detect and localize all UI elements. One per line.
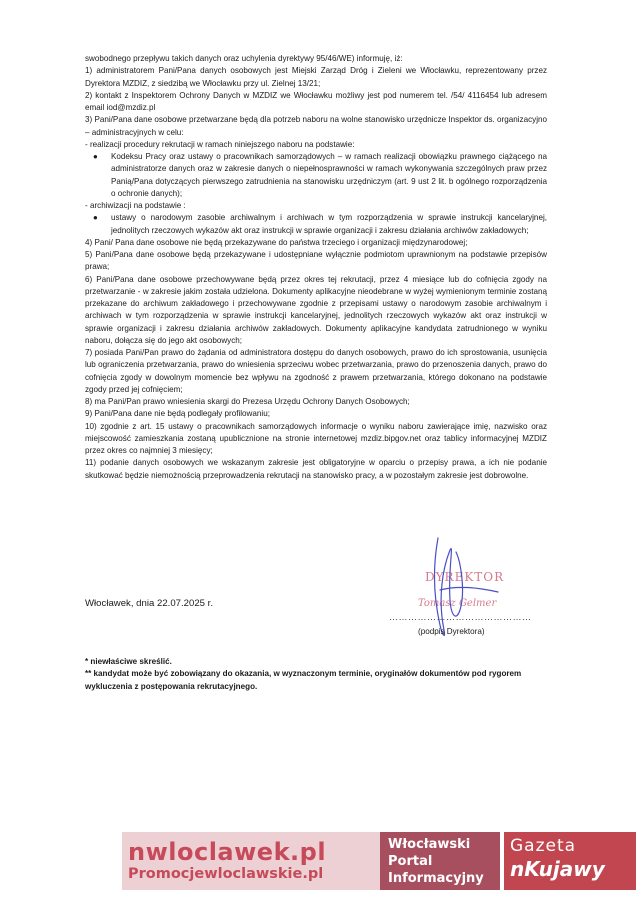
signature-label: (podpis Dyrektora) bbox=[418, 627, 485, 636]
paragraph-3: 3) Pani/Pana dane osobowe przetwarzane będą dla potrzeb naboru na wolne stanowisko urzędnicze Inspektor ds. organizacyjno – administracyjnych w celu: bbox=[85, 115, 547, 137]
signature-line: ……………………………………… bbox=[389, 612, 532, 622]
paragraph-recruitment: - realizacji procedury rekrutacji w ramach niniejszego naboru na podstawie: bbox=[85, 139, 355, 149]
paragraph-10: 10) zgodnie z art. 15 ustawy o pracownikach samorządowych informacje o wyniku naboru zawierające imię, nazwisko oraz miejscowość zamieszkania zostaną upublicznione na stronie internetowej mzdiz.bipgov.net oraz tablicy informacyjnej MZDIZ przez okres co najmniej 3 miesięcy; bbox=[85, 421, 547, 455]
paragraph-4: 4) Pani/ Pana dane osobowe nie będą przekazywane do państwa trzeciego i organizacji międzynarodowej; bbox=[85, 237, 468, 247]
bullet-icon: ● bbox=[93, 152, 98, 161]
document-body bbox=[85, 53, 547, 482]
paragraph-6: 6) Pani/Pana dane osobowe przechowywane będą przez okres tej rekrutacji, przez 4 miesiące lub do cofnięcia zgody na przetwarzanie - w zakresie jakim została udzielona. Dokumenty aplikacyjne nieodebrane w wyżej wymienionym terminie zostaną przekazane do archiwum zakładowego i przechowywane zgodnie z przepisami ustawy o narodowym zasobie archiwalnym i archiwach w tym rozporządzenia w sprawie instrukcji kancelaryjnej, jednolitych rzeczowych wykazów akt oraz instrukcji w sprawie organizacji i zakresu działania archiwów zakładowych. Dokumenty aplikacyjne kandydata zatrudnionego w wyniku naboru, dołącza się do jego akt osobowych; bbox=[85, 274, 547, 345]
paragraph-intro: swobodnego przepływu takich danych oraz uchylenia dyrektywy 95/46/WE) informuję, iż: bbox=[85, 54, 403, 63]
site-name-promocje[interactable]: Promocjewloclawskie.pl bbox=[128, 866, 324, 882]
footnote-2: ** kandydat może być zobowiązany do okazania, w wyznaczonym terminie, oryginałów dokumentów pod rygorem wykluczenia z postępowania rekrutacyjnego. bbox=[85, 669, 522, 691]
portal-line-2: Portal bbox=[388, 854, 433, 869]
portal-line-1: Włocławski bbox=[388, 837, 471, 852]
portal-line-3: Informacyjny bbox=[388, 871, 484, 886]
gazeta-line-2: nKujawy bbox=[510, 857, 605, 881]
bullet-text: Kodeksu Pracy oraz ustawy o pracownikach samorządowych – w ramach realizacji obowiązku prawnego ciążącego na administratorze danych oraz w zakresie danych o niepełnosprawności w ramach wykonywania szczególnych praw przez Panią/Pana dotyczących pierwszego zatrudnienia na stanowisku urzędniczym (art. 9 ust 2 lit. b ogólnego rozporządzenia o ochronie danych); bbox=[111, 152, 547, 198]
banner-sites[interactable] bbox=[122, 832, 380, 890]
paragraph-7: 7) posiada Pani/Pan prawo do żądania od administratora dostępu do danych osobowych, prawo do ich sprostowania, usunięcia lub ograniczenia przetwarzania, prawo do wniesienia sprzeciwu wobec przetwarzania, prawo do przenoszenia danych, prawo do cofnięcia zgody w dowolnym momencie bez wpływu na zgodność z prawem przetwarzania, którego dokonano na podstawie zgody przed jej cofnięciem; bbox=[85, 348, 547, 394]
bullet-item-archives bbox=[85, 212, 547, 237]
paragraph-5: 5) Pani/Pana dane osobowe będą przekazywane i udostępniane wyłącznie podmiotom uprawnionym na podstawie przepisów prawa; bbox=[85, 250, 547, 272]
footnotes bbox=[85, 656, 555, 693]
document-date: Włocławek, dnia 22.07.2025 r. bbox=[85, 598, 213, 609]
bullet-item-labour-code bbox=[85, 151, 547, 200]
publisher-banner[interactable] bbox=[122, 832, 636, 890]
paragraph-9: 9) Pani/Pana dane nie będą podlegały profilowaniu; bbox=[85, 409, 270, 419]
site-name-nwloclawek[interactable]: nwloclawek.pl bbox=[128, 838, 327, 866]
stamp-title: DYREKTOR bbox=[425, 570, 505, 584]
stamp-name: Tomasz Gelmer bbox=[418, 598, 497, 609]
bullet-icon: ● bbox=[93, 213, 98, 223]
paragraph-archiving: - archiwizacji na podstawie : bbox=[85, 201, 186, 210]
gazeta-line-1: Gazeta bbox=[510, 836, 577, 856]
paragraph-2: 2) kontakt z Inspektorem Ochrony Danych w MZDIZ we Włocławku możliwy jest pod numerem tel. /54/ 4116454 lub adresem email iod@mzdiz.pl bbox=[85, 90, 547, 112]
bullet-text: ustawy o narodowym zasobie archiwalnym i archiwach w tym rozporządzenia w sprawie instrukcji kancelaryjnej, jednolitych rzeczowych wykazów akt oraz instrukcji w sprawie organizacji i zakresu działania archiwów zakładowych; bbox=[111, 213, 547, 235]
paragraph-1: 1) administratorem Pani/Pana danych osobowych jest Miejski Zarząd Dróg i Zieleni we Włocławku, reprezentowany przez Dyrektora MZDIZ, z siedzibą we Włocławku przy ul. Zielnej 13/21; bbox=[85, 66, 547, 88]
footnote-1: * niewłaściwe skreślić. bbox=[85, 657, 172, 666]
paragraph-11: 11) podanie danych osobowych we wskazanym zakresie jest obligatoryjne w oparciu o przepisy prawa, a ich nie podanie skutkować będzie niemożnością przeprowadzenia rekrutacji na stanowisko pracy, a w pozostałym zakresie jest dobrowolne. bbox=[85, 458, 547, 480]
banner-portal bbox=[380, 832, 500, 890]
banner-gazeta[interactable] bbox=[500, 832, 636, 890]
paragraph-8: 8) ma Pani/Pan prawo wniesienia skargi do Prezesa Urzędu Ochrony Danych Osobowych; bbox=[85, 397, 410, 406]
